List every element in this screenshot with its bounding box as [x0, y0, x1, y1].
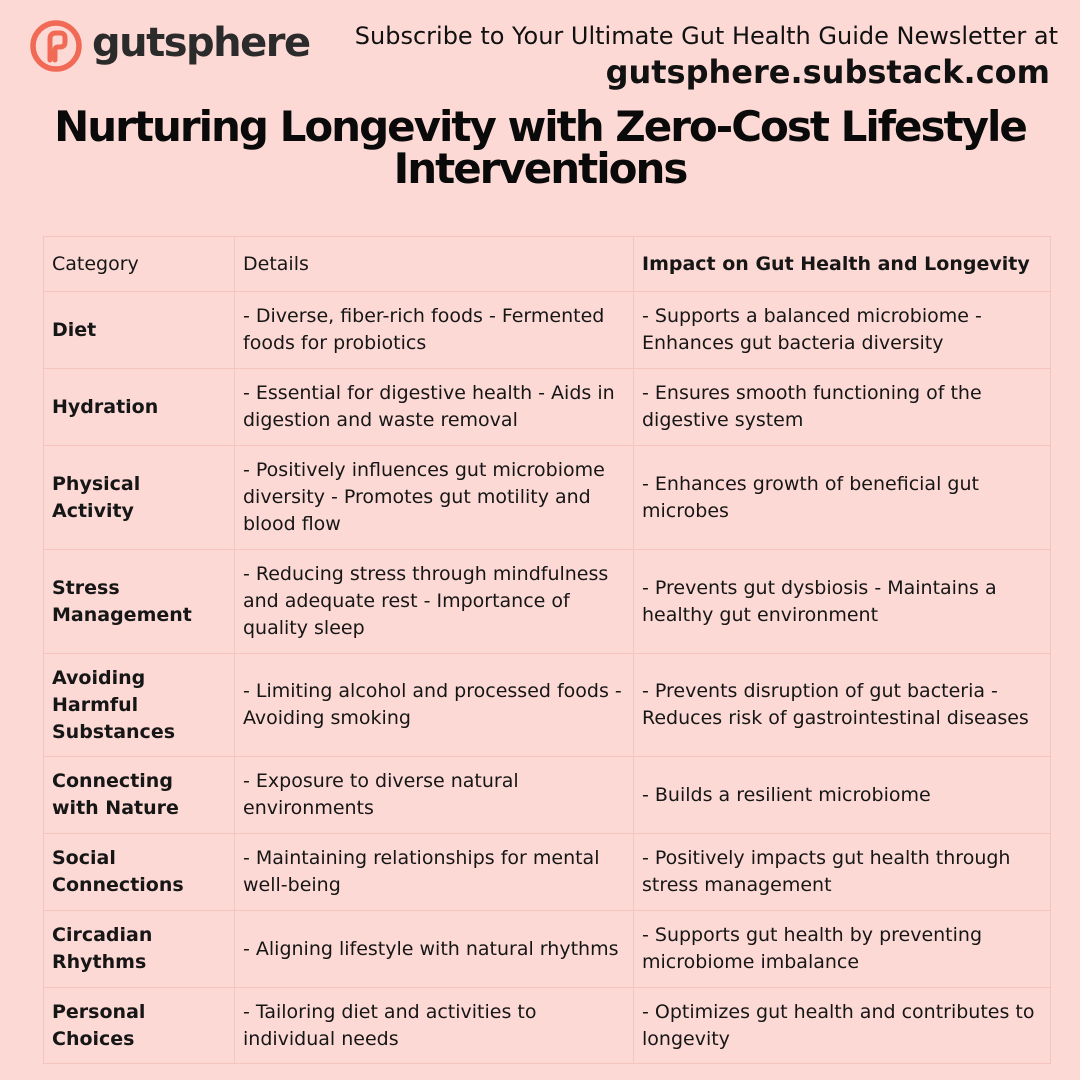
table-row: [44, 292, 1051, 369]
row-category: Personal Choices: [44, 988, 235, 1064]
header-impact: Impact on Gut Health and Longevity: [634, 237, 1051, 292]
gut-ring-logo-icon: [28, 18, 84, 74]
row-category: Hydration: [44, 369, 235, 446]
row-impact: - Optimizes gut health and contributes to longevity: [634, 988, 1051, 1064]
table-row: [44, 654, 1051, 757]
row-impact: - Prevents gut dysbiosis - Maintains a healthy gut environment: [634, 550, 1051, 654]
row-details: - Tailoring diet and activities to individual needs: [235, 988, 634, 1064]
row-details: - Reducing stress through mindfulness and adequate rest - Importance of quality sleep: [235, 550, 634, 654]
row-impact: - Prevents disruption of gut bacteria - Reduces risk of gastrointestinal diseases: [634, 654, 1051, 757]
header-category: Category: [44, 237, 235, 292]
table-row: [44, 834, 1051, 911]
row-impact: - Builds a resilient microbiome: [634, 757, 1051, 834]
row-category: Social Connections: [44, 834, 235, 911]
table-row: [44, 550, 1051, 654]
table-row: [44, 757, 1051, 834]
row-details: - Maintaining relationships for mental well-being: [235, 834, 634, 911]
row-details: - Diverse, fiber-rich foods - Fermented foods for probiotics: [235, 292, 634, 369]
row-details: - Essential for digestive health - Aids in digestion and waste removal: [235, 369, 634, 446]
brand-name: gutsphere: [92, 20, 310, 66]
row-impact: - Supports gut health by preventing microbiome imbalance: [634, 911, 1051, 988]
interventions-table: [43, 236, 1051, 1064]
row-impact: - Supports a balanced microbiome - Enhances gut bacteria diversity: [634, 292, 1051, 369]
page-title: Nurturing Longevity with Zero-Cost Lifestyle Interventions: [54, 102, 1026, 193]
row-category: Connecting with Nature: [44, 757, 235, 834]
row-category: Avoiding Harmful Substances: [44, 654, 235, 757]
row-details: - Limiting alcohol and processed foods - Avoiding smoking: [235, 654, 634, 757]
brand-logo: [28, 18, 310, 74]
table-row: [44, 446, 1051, 550]
row-category: Stress Management: [44, 550, 235, 654]
subscribe-banner: [298, 20, 1058, 92]
row-category: Circadian Rhythms: [44, 911, 235, 988]
subscribe-text: Subscribe to Your Ultimate Gut Health Guide Newsletter at: [354, 22, 1058, 50]
row-details: - Exposure to diverse natural environments: [235, 757, 634, 834]
newsletter-link[interactable]: gutsphere.substack.com: [605, 53, 1050, 91]
table-row: [44, 369, 1051, 446]
row-details: - Aligning lifestyle with natural rhythms: [235, 911, 634, 988]
table-header-row: [44, 237, 1051, 292]
table-row: [44, 988, 1051, 1064]
row-category: Diet: [44, 292, 235, 369]
header-details: Details: [235, 237, 634, 292]
row-category: Physical Activity: [44, 446, 235, 550]
row-impact: - Positively impacts gut health through stress management: [634, 834, 1051, 911]
row-impact: - Enhances growth of beneficial gut microbes: [634, 446, 1051, 550]
row-impact: - Ensures smooth functioning of the digestive system: [634, 369, 1051, 446]
table-row: [44, 911, 1051, 988]
row-details: - Positively influences gut microbiome diversity - Promotes gut motility and blood flow: [235, 446, 634, 550]
